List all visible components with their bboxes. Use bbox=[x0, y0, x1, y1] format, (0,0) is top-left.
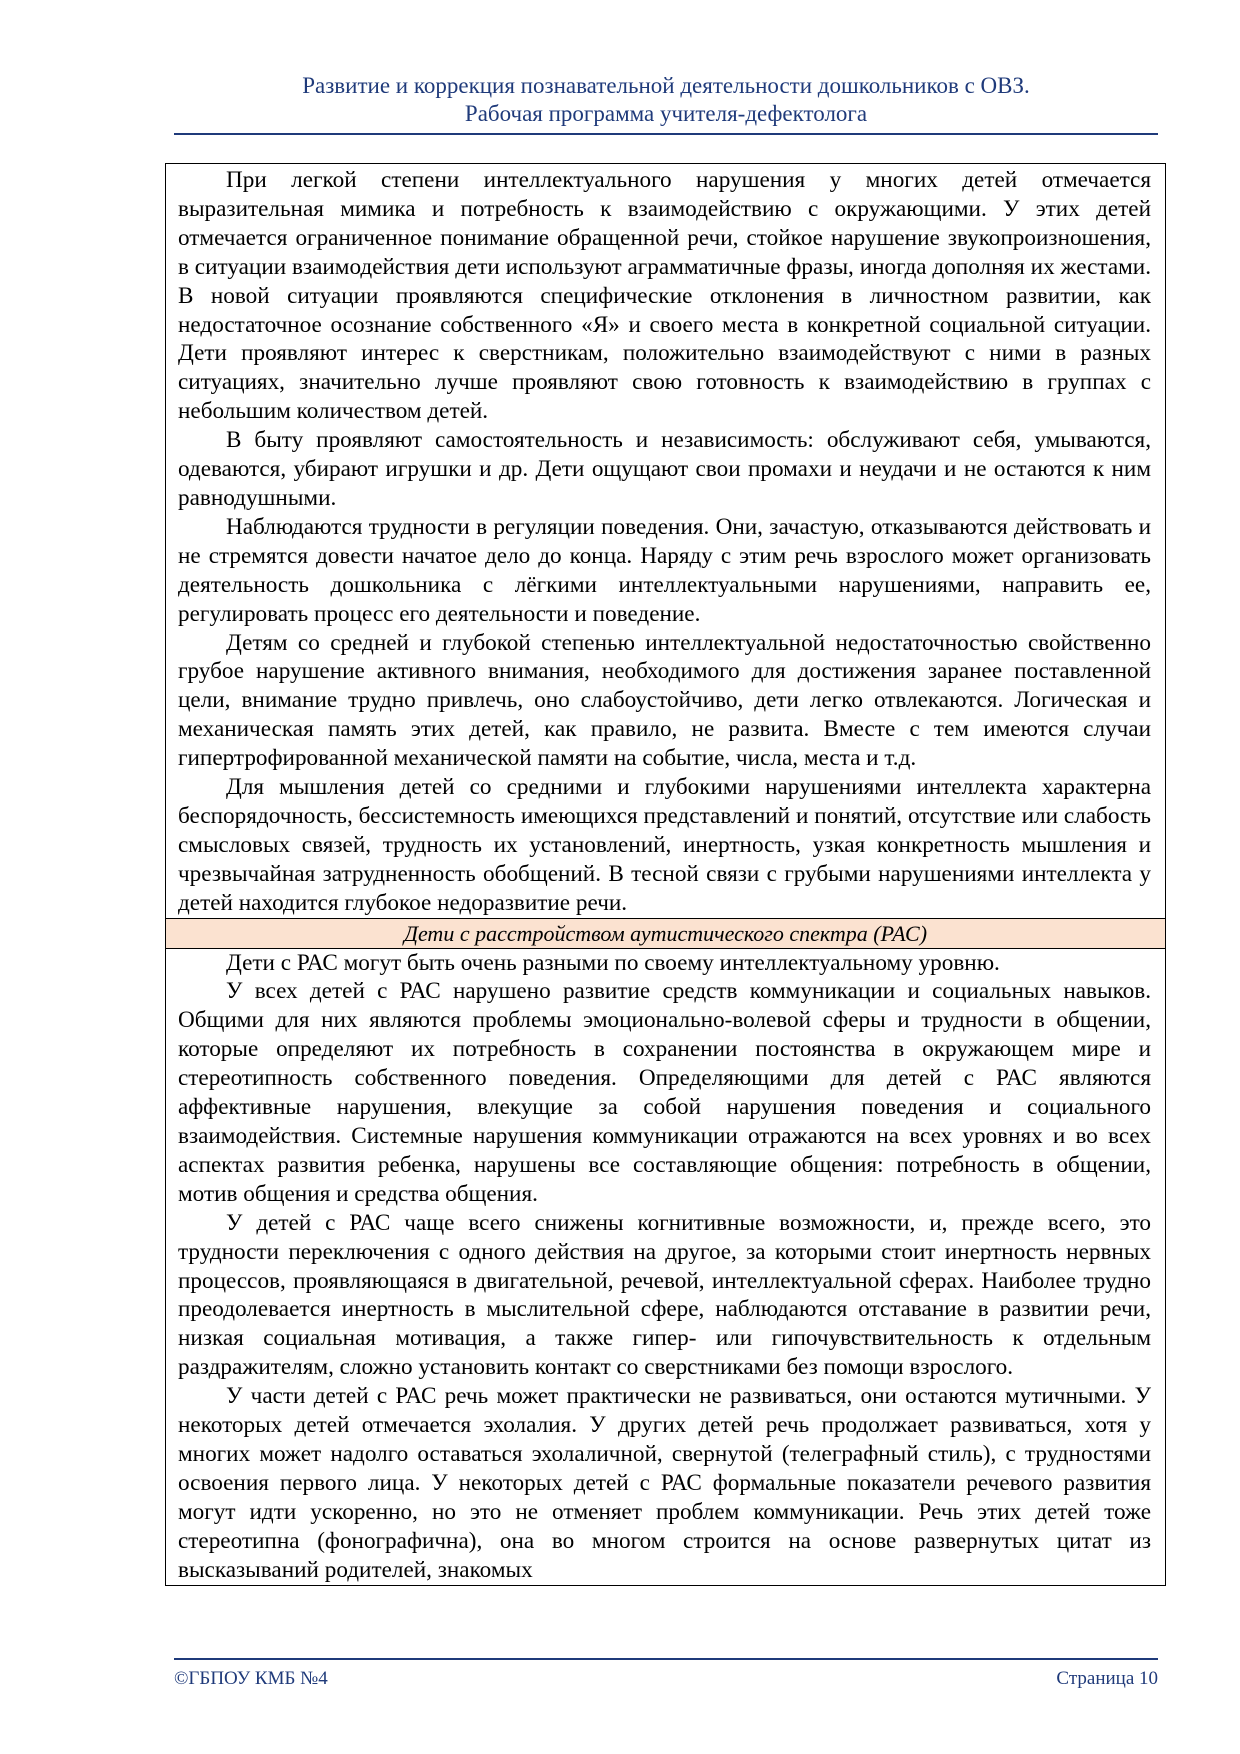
paragraph: При легкой степени интеллектуального нарушения у многих детей отмечается выразительная мимика и потребность к взаимодействию с окружающими. У этих детей отмечается ограниченное понимание обращенной речи, стойкое нарушение звукопроизношения, в ситуации взаимодействия дети используют аграмматичные фразы, иногда дополняя их жестами. В новой ситуации проявляются специфические отклонения в личностном развитии, как недостаточное осознание собственного «Я» и своего места в конкретной социальной ситуации. Дети проявляют интерес к сверстникам, положительно взаимодействуют с ними в разных ситуациях, значительно лучше проявляют свою готовность к взаимодействию в группах с небольшим количеством детей. bbox=[178, 167, 1151, 425]
footer-organization: ©ГБПОУ КМБ №4 bbox=[174, 1668, 328, 1689]
header-title-line1: Развитие и коррекция познавательной деятельности дошкольников с ОВЗ. bbox=[302, 73, 1030, 98]
paragraph: Для мышления детей со средними и глубокими нарушениями интеллекта характерна беспорядочность, бессистемность имеющихся представлений и понятий, отсутствие или слабость смысловых связей, трудность их установлений, инертность, узкая конкретность мышления и чрезвычайная затрудненность обобщений. В тесной связи с грубыми нарушениями интеллекта у детей находится глубокое недоразвитие речи. bbox=[178, 774, 1151, 916]
paragraph: Наблюдаются трудности в регуляции поведения. Они, зачастую, отказываются действовать и не стремятся довести начатое дело до конца. Наряду с этим речь взрослого может организовать деятельность дошкольника с лёгкими интеллектуальными нарушениями, направить ее, регулировать процесс его деятельности и поведение. bbox=[178, 513, 1151, 627]
paragraph: В быту проявляют самостоятельность и независимость: обслуживают себя, умываются, одеваются, убирают игрушки и др. Дети ощущают свои промахи и неудачи и не остаются к ним равнодушными. bbox=[178, 427, 1151, 511]
paragraph: У всех детей с РАС нарушено развитие средств коммуникации и социальных навыков. Общими для них являются проблемы эмоционально-волевой сферы и трудности в общении, которые определяют их потребность в сохранении постоянства в окружающем мире и стереотипность собственного поведения. Определяющими для детей с РАС являются аффективные нарушения, влекущие за собой нарушения поведения и социального взаимодействия. Системные нарушения коммуникации отражаются на всех уровнях и во всех аспектах развития ребенка, нарушены все составляющие общения: потребность в общении, мотив общения и средства общения. bbox=[178, 978, 1151, 1207]
section-intellectual-disability bbox=[166, 164, 1165, 918]
paragraph: У детей с РАС чаще всего снижены когнитивные возможности, и, прежде всего, это трудности переключения с одного действия на другое, за которыми стоит инертность нервных процессов, проявляющаяся в двигательной, речевой, интеллектуальной сферах. Наиболее трудно преодолевается инертность в мыслительной сфере, наблюдаются отставание в развитии речи, низкая социальная мотивация, а также гипер- или гипочувствительность к отдельным раздражителям, сложно установить контакт со сверстниками без помощи взрослого. bbox=[178, 1209, 1151, 1381]
page-number: Страница 10 bbox=[1056, 1668, 1158, 1689]
paragraph: У части детей с РАС речь может практически не развиваться, они остаются мутичными. У некоторых детей отмечается эхолалия. У других детей речь продолжает развиваться, хотя у многих может надолго оставаться эхолаличной, свернутой (телеграфный стиль), с трудностями освоения первого лица. У некоторых детей с РАС формальные показатели речевого развития могут идти ускоренно, но это не отменяет проблем коммуникации. Речь этих детей тоже стереотипна (фонографична), она во многом строится на основе развернутых цитат из высказываний родителей, знакомых bbox=[178, 1383, 1151, 1583]
footer-divider bbox=[174, 1658, 1158, 1660]
content-table bbox=[165, 163, 1166, 1586]
paragraph: Дети с РАС могут быть очень разными по своему интеллектуальному уровню. bbox=[226, 949, 1000, 976]
header-divider bbox=[174, 133, 1158, 135]
page-header bbox=[174, 72, 1158, 128]
header-title-line2: Рабочая программа учителя-дефектолога bbox=[464, 101, 868, 126]
section-heading-autism: Дети с расстройством аутистического спектра (РАС) bbox=[166, 918, 1165, 949]
paragraph: Детям со средней и глубокой степенью интеллектуальной недостаточностью свойственно грубое нарушение активного внимания, необходимого для достижения заранее поставленной цели, внимание трудно привлечь, оно слабоустойчиво, дети легко отвлекаются. Логическая и механическая память этих детей, как правило, не развита. Вместе с тем имеются случаи гипертрофированной механической памяти на событие, числа, места и т.д. bbox=[178, 629, 1151, 772]
section-autism bbox=[166, 949, 1165, 1585]
